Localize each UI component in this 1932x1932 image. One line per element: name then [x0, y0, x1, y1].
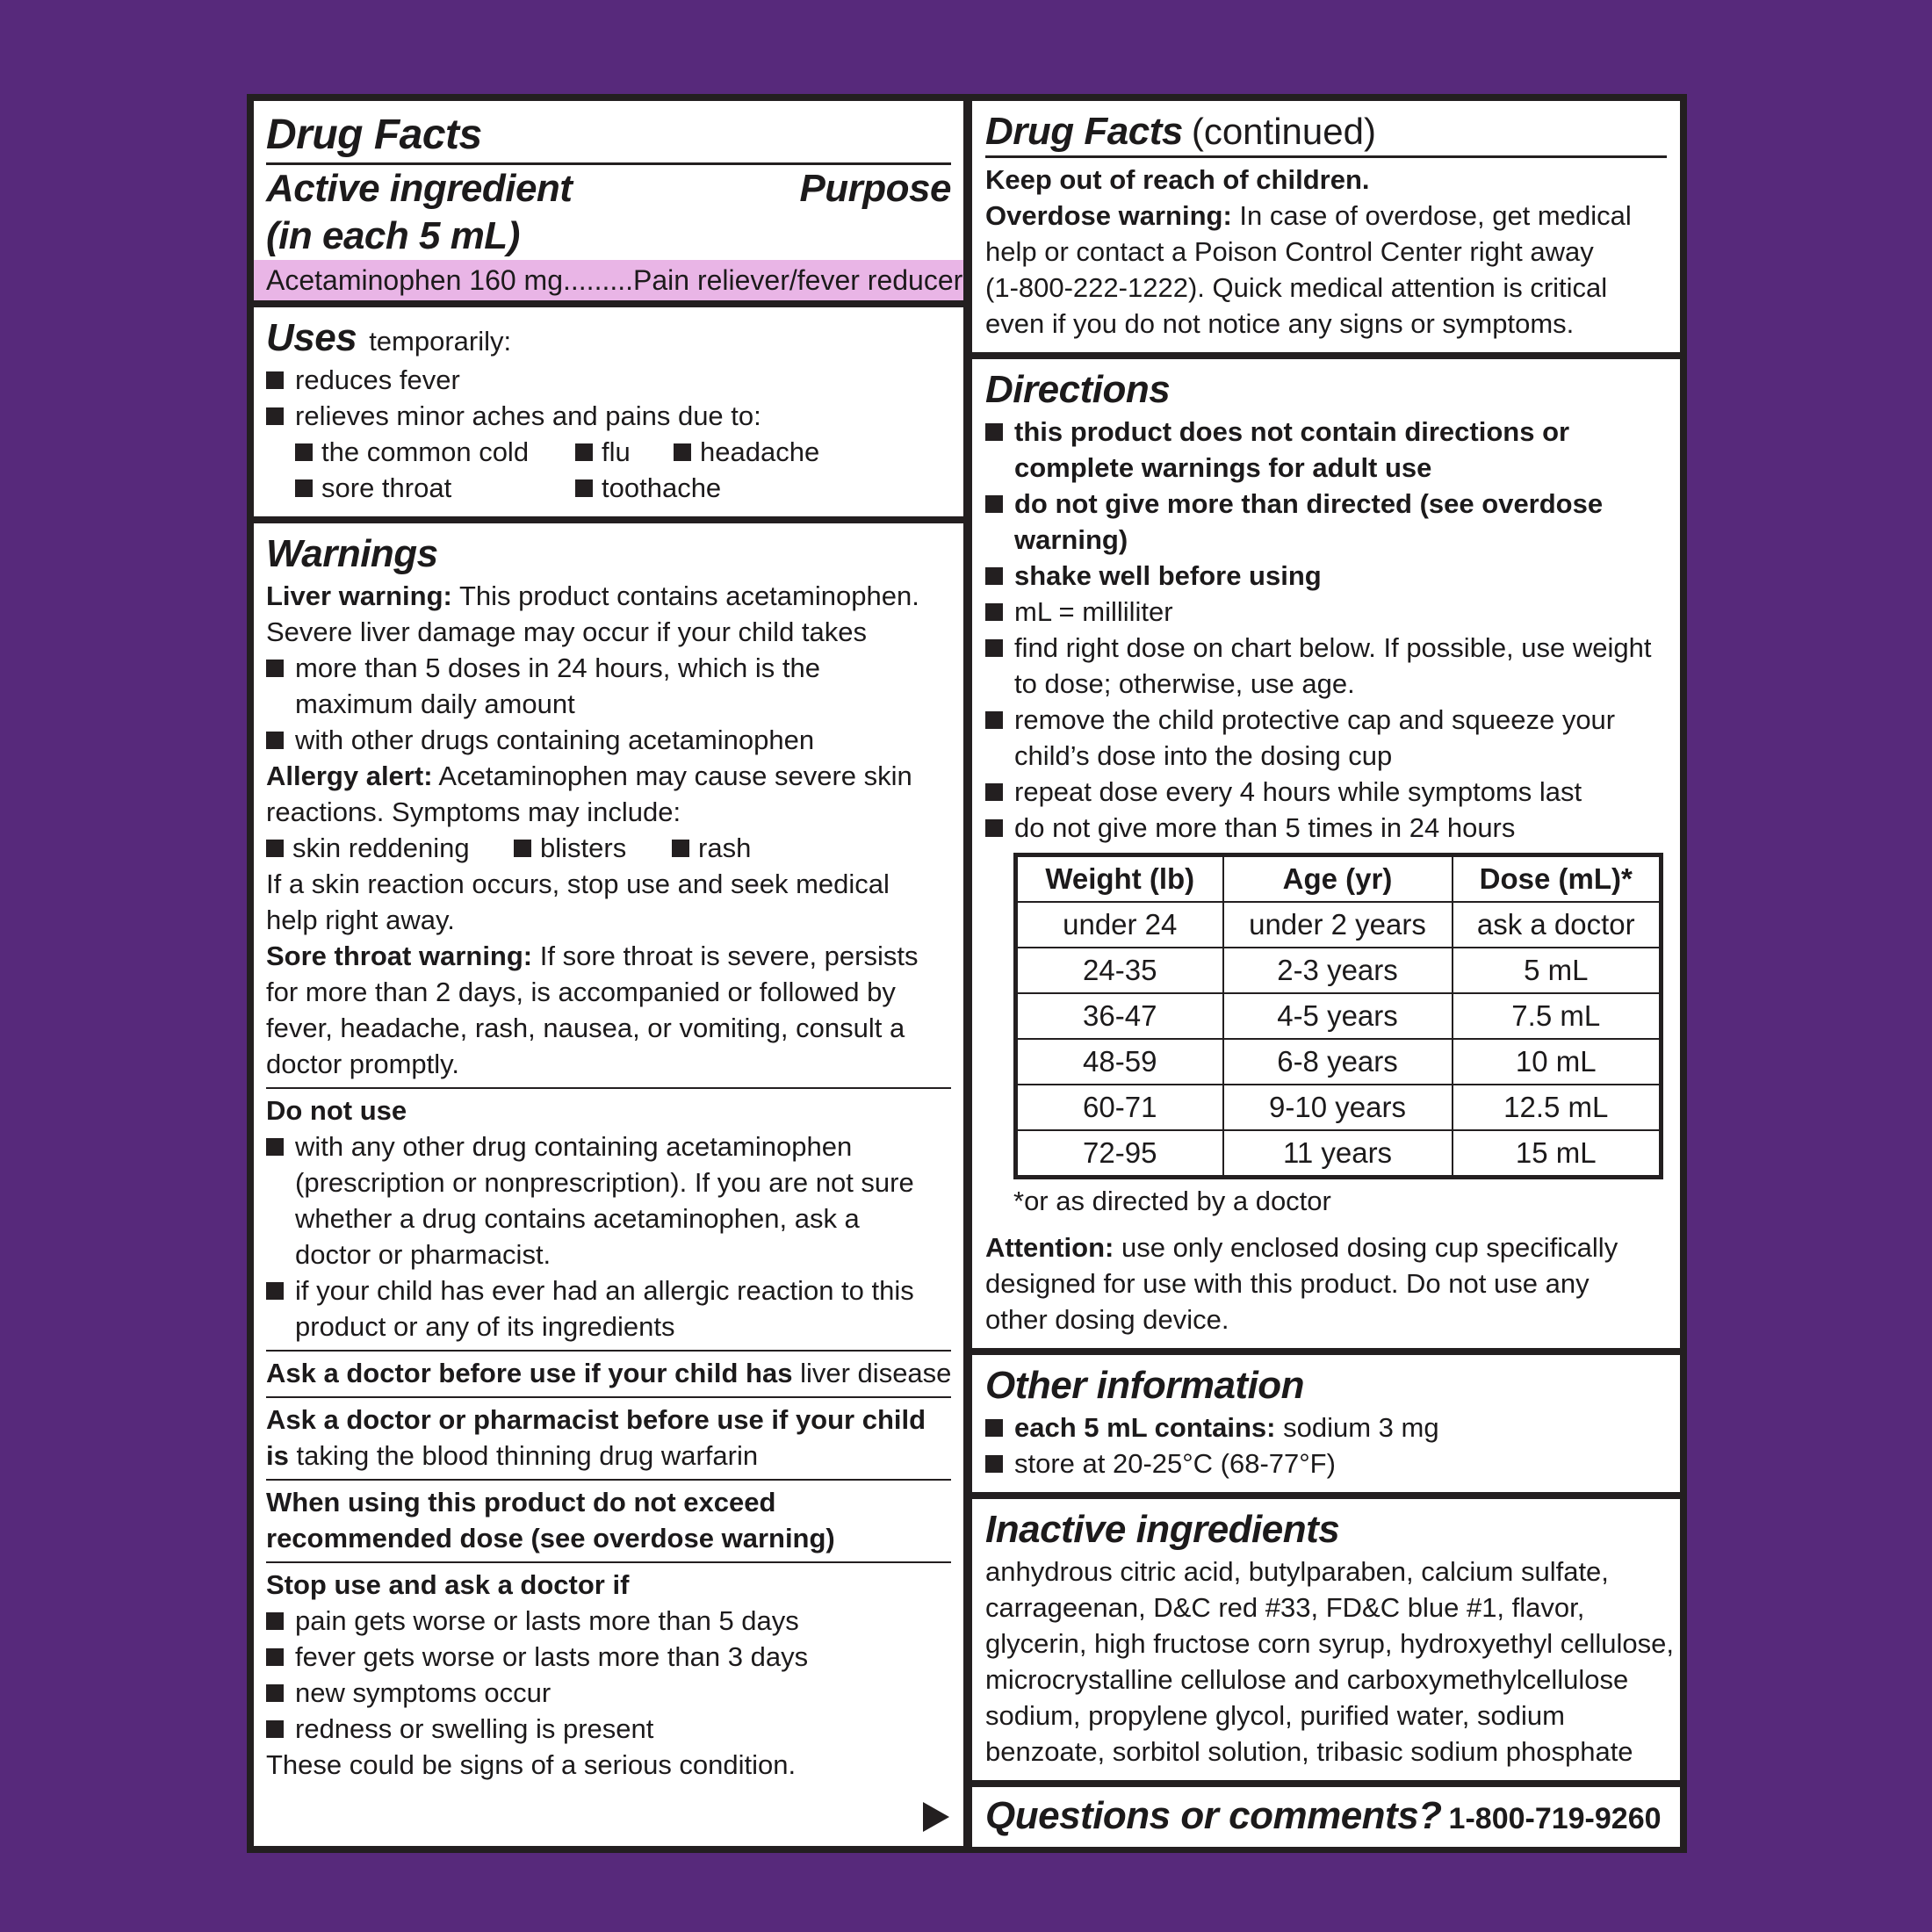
bullet-square-icon — [266, 1648, 284, 1666]
bullet-square-icon — [266, 732, 284, 749]
warnings-panel — [254, 523, 963, 1846]
table-cell: 9-10 years — [1223, 1085, 1453, 1130]
allergy-alert-text: Acetaminophen may cause severe skin — [438, 761, 912, 791]
table-cell: under 24 — [1016, 902, 1223, 948]
stop-use-title: Stop use and ask a doctor if — [266, 1569, 630, 1600]
inactive-ingredients-title: Inactive ingredients — [985, 1508, 1340, 1551]
overdose-warning-text: even if you do not notice any signs or symptoms. — [985, 308, 1575, 339]
symptom-item: blisters — [540, 833, 627, 863]
list-item: repeat dose every 4 hours while symptoms last — [985, 774, 1667, 810]
allergy-symptoms-row — [266, 830, 951, 866]
right-column — [972, 101, 1680, 1846]
uses-title: Uses — [266, 316, 357, 359]
allergy-alert-text: reactions. Symptoms may include: — [266, 797, 681, 827]
inactive-ingredients-text: microcrystalline cellulose and carboxymethylcellulose — [985, 1664, 1629, 1695]
table-footnote: *or as directed by a doctor — [1013, 1186, 1331, 1216]
active-ingredient-heading: Active ingredient — [266, 167, 573, 210]
bullet-square-icon — [985, 1455, 1003, 1473]
continued-label: (continued) — [1191, 111, 1376, 152]
bullet-square-icon — [266, 371, 284, 389]
table-header: Weight (lb) — [1016, 855, 1223, 903]
list-item: relieves minor aches and pains due to: — [266, 398, 951, 434]
bullet-square-icon — [985, 783, 1003, 801]
inactive-ingredients-text: glycerin, high fructose corn syrup, hydroxyethyl cellulose, — [985, 1628, 1674, 1659]
liver-warning-text: Severe liver damage may occur if your child takes — [266, 616, 868, 647]
bullet-square-icon — [295, 479, 313, 497]
list-item: new symptoms occur — [266, 1675, 951, 1711]
table-cell: ask a doctor — [1453, 902, 1662, 948]
list-item: do not give more than 5 times in 24 hours — [985, 810, 1667, 846]
bullet-square-icon — [266, 840, 284, 857]
inactive-ingredients-text: anhydrous citric acid, butylparaben, calcium sulfate, — [985, 1556, 1609, 1587]
table-cell: 36-47 — [1016, 993, 1223, 1039]
bullet-square-icon — [575, 443, 593, 461]
liver-warning-text: This product contains acetaminophen. — [458, 580, 919, 611]
list-item: with other drugs containing acetaminophen — [266, 722, 951, 758]
overdose-warning-text: (1-800-222-1222). Quick medical attention is critical — [985, 272, 1608, 303]
dosing-table — [1013, 853, 1663, 1179]
list-item: shake well before using — [985, 558, 1667, 594]
overdose-warning-label: Overdose warning: — [985, 200, 1232, 231]
skin-reaction-text: If a skin reaction occurs, stop use and seek medical — [266, 869, 890, 899]
table-cell: 5 mL — [1453, 948, 1662, 993]
warnings-title: Warnings — [266, 532, 438, 575]
table-row — [1016, 1085, 1662, 1130]
inactive-ingredients-text: sodium, propylene glycol, purified water, sodium — [985, 1700, 1565, 1731]
list-item: with any other drug containing acetaminophen (prescription or nonprescription). If you are not sure whether a drug contains acetaminophen, ask a doctor or pharmacist. — [266, 1128, 951, 1272]
drug-facts-label — [247, 94, 1687, 1853]
table-row — [1016, 993, 1662, 1039]
bullet-square-icon — [295, 443, 313, 461]
overdose-warning-text: help or contact a Poison Control Center right away — [985, 236, 1594, 267]
table-cell: 10 mL — [1453, 1039, 1662, 1085]
other-information-panel — [972, 1355, 1680, 1492]
bullet-square-icon — [985, 567, 1003, 585]
drug-facts-title: Drug Facts — [266, 112, 482, 158]
bullet-square-icon — [985, 711, 1003, 729]
keep-out-text: Keep out of reach of children. — [985, 164, 1370, 195]
bullet-square-icon — [575, 479, 593, 497]
table-cell: 2-3 years — [1223, 948, 1453, 993]
active-ingredient-line: Acetaminophen 160 mg.........Pain reliever/fever reducer — [254, 260, 963, 300]
overdose-panel — [972, 101, 1680, 352]
bullet-square-icon — [985, 639, 1003, 657]
overdose-warning-text: In case of overdose, get medical — [1239, 200, 1632, 231]
attention-text: use only enclosed dosing cup specifically — [1121, 1232, 1618, 1263]
allergy-alert-label: Allergy alert: — [266, 761, 433, 791]
uses-intro: temporarily: — [369, 326, 512, 357]
table-cell: 7.5 mL — [1453, 993, 1662, 1039]
use-item: sore throat — [321, 472, 452, 503]
ask-pharmacist-label: is — [266, 1440, 289, 1471]
list-item: store at 20-25°C (68-77°F) — [985, 1445, 1667, 1481]
sore-throat-text: fever, headache, rash, nausea, or vomiting, consult a — [266, 1013, 905, 1043]
list-item: this product does not contain directions or complete warnings for adult use — [985, 414, 1667, 486]
ask-doctor-label: Ask a doctor before use if your child has — [266, 1358, 793, 1388]
list-item: fever gets worse or lasts more than 3 days — [266, 1639, 951, 1675]
table-cell: 4-5 years — [1223, 993, 1453, 1039]
active-ingredient-subheading: (in each 5 mL) — [266, 214, 520, 257]
table-row — [1016, 1130, 1662, 1178]
ask-pharmacist-label: Ask a doctor or pharmacist before use if your child — [266, 1404, 926, 1435]
table-cell: 11 years — [1223, 1130, 1453, 1178]
questions-title: Questions or comments? — [985, 1794, 1442, 1837]
bullet-square-icon — [985, 423, 1003, 441]
table-header: Dose (mL)* — [1453, 855, 1662, 903]
bullet-square-icon — [985, 1419, 1003, 1437]
list-item: each 5 mL contains: sodium 3 mg — [985, 1409, 1667, 1445]
table-cell: 12.5 mL — [1453, 1085, 1662, 1130]
attention-text: designed for use with this product. Do not use any — [985, 1268, 1590, 1299]
inactive-ingredients-text: benzoate, sorbitol solution, tribasic sodium phosphate — [985, 1736, 1633, 1767]
use-item: toothache — [602, 472, 722, 503]
bullet-square-icon — [674, 443, 691, 461]
table-row — [1016, 1039, 1662, 1085]
skin-reaction-text: help right away. — [266, 905, 455, 935]
divider — [985, 155, 1667, 158]
list-item: pain gets worse or lasts more than 5 days — [266, 1603, 951, 1639]
directions-panel — [972, 359, 1680, 1348]
table-cell: 60-71 — [1016, 1085, 1223, 1130]
bullet-square-icon — [985, 603, 1003, 621]
ask-pharmacist-text: taking the blood thinning drug warfarin — [296, 1440, 759, 1471]
table-header-row — [1016, 855, 1662, 903]
list-item: if your child has ever had an allergic reaction to this product or any of its ingredients — [266, 1272, 951, 1344]
list-item: reduces fever — [266, 362, 951, 398]
when-using-text: recommended dose (see overdose warning) — [266, 1523, 835, 1554]
sore-throat-text: for more than 2 days, is accompanied or followed by — [266, 977, 896, 1007]
symptom-item: skin reddening — [292, 833, 470, 863]
bullet-square-icon — [672, 840, 689, 857]
inactive-ingredients-text: carrageenan, D&C red #33, FD&C blue #1, flavor, — [985, 1592, 1585, 1623]
uses-sub-row — [266, 470, 951, 506]
symptom-item: rash — [698, 833, 752, 863]
bullet-square-icon — [266, 660, 284, 677]
bullet-square-icon — [266, 1282, 284, 1300]
table-row — [1016, 902, 1662, 948]
sore-throat-text: If sore throat is severe, persists — [539, 941, 919, 971]
sore-throat-text: doctor promptly. — [266, 1049, 459, 1079]
table-row — [1016, 948, 1662, 993]
table-cell: 6-8 years — [1223, 1039, 1453, 1085]
table-cell: under 2 years — [1223, 902, 1453, 948]
sore-throat-label: Sore throat warning: — [266, 941, 533, 971]
table-cell: 48-59 — [1016, 1039, 1223, 1085]
liver-warning-label: Liver warning: — [266, 580, 452, 611]
attention-label: Attention: — [985, 1232, 1114, 1263]
phone-number: 1-800-719-9260 — [1448, 1802, 1662, 1835]
bullet-square-icon — [266, 1720, 284, 1738]
stop-use-footer: These could be signs of a serious condition. — [266, 1749, 797, 1780]
bullet-square-icon — [266, 1612, 284, 1630]
table-cell: 72-95 — [1016, 1130, 1223, 1178]
list-item: more than 5 doses in 24 hours, which is the maximum daily amount — [266, 650, 951, 722]
ask-doctor-text: liver disease — [800, 1358, 952, 1388]
table-cell: 15 mL — [1453, 1130, 1662, 1178]
purpose-heading: Purpose — [799, 167, 951, 210]
list-item: find right dose on chart below. If possible, use weight to dose; otherwise, use age. — [985, 630, 1667, 702]
when-using-text: When using this product do not exceed — [266, 1487, 776, 1517]
table-cell: 24-35 — [1016, 948, 1223, 993]
table-header: Age (yr) — [1223, 855, 1453, 903]
list-item: mL = milliliter — [985, 594, 1667, 630]
drug-facts-continued-title: Drug Facts — [985, 110, 1183, 153]
bullet-square-icon — [266, 407, 284, 425]
use-item: the common cold — [321, 436, 530, 467]
list-item: redness or swelling is present — [266, 1711, 951, 1747]
continue-arrow-icon — [923, 1802, 949, 1832]
do-not-use-title: Do not use — [266, 1095, 407, 1126]
inactive-ingredients-panel — [972, 1499, 1680, 1780]
bullet-square-icon — [266, 1138, 284, 1156]
bullet-square-icon — [985, 819, 1003, 837]
active-ingredient-header — [266, 165, 951, 260]
other-information-title: Other information — [985, 1364, 1305, 1407]
attention-text: other dosing device. — [985, 1304, 1229, 1335]
list-item: do not give more than directed (see overdose warning) — [985, 486, 1667, 558]
use-item: flu — [602, 436, 631, 467]
list-item: remove the child protective cap and squeeze your child’s dose into the dosing cup — [985, 702, 1667, 774]
bullet-square-icon — [266, 1684, 284, 1702]
uses-panel — [254, 307, 963, 516]
bullet-square-icon — [514, 840, 531, 857]
active-ingredient-panel — [254, 101, 963, 300]
questions-panel — [972, 1787, 1680, 1847]
left-column — [254, 101, 963, 1846]
directions-title: Directions — [985, 368, 1171, 411]
uses-sub-row — [266, 434, 951, 470]
use-item: headache — [700, 436, 820, 467]
bullet-square-icon — [985, 495, 1003, 513]
